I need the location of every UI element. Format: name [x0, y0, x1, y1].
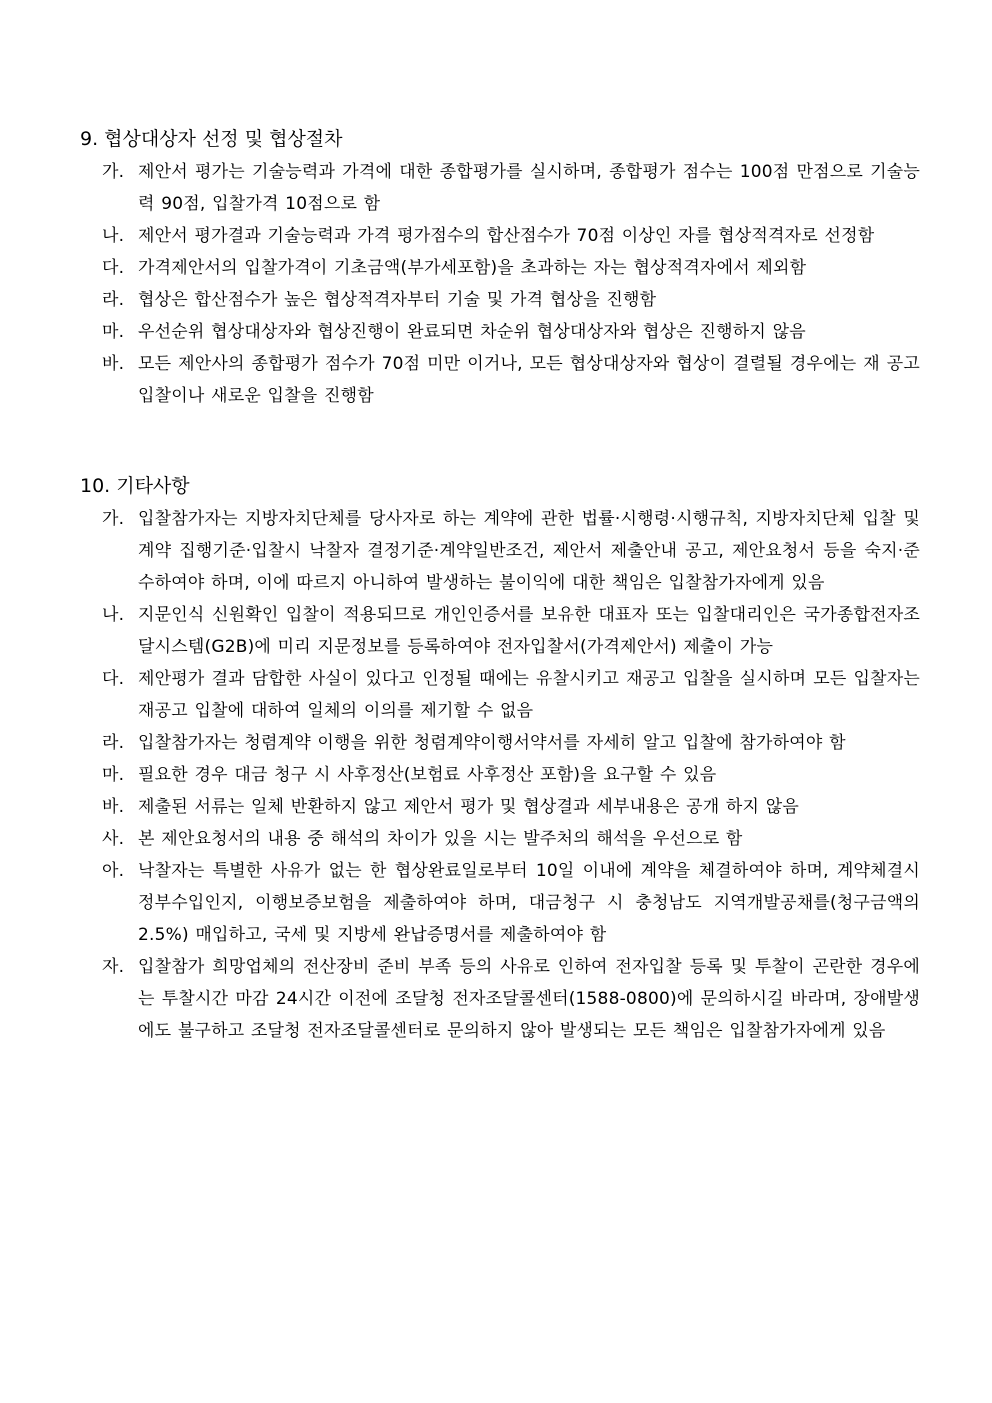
list-item — [80, 791, 920, 823]
item-marker: 바. — [102, 354, 125, 374]
item-marker: 마. — [102, 765, 125, 785]
item-text: 제출된 서류는 일체 반환하지 않고 제안서 평가 및 협상결과 세부내용은 공개 하지 않음 — [138, 797, 800, 817]
section-heading — [80, 124, 920, 154]
item-text: 제안평가 결과 담합한 사실이 있다고 인정될 때에는 유찰시키고 재공고 입찰을 실시하며 모든 입찰자는 재공고 입찰에 대하여 일체의 이의를 제기할 수 없음 — [138, 669, 920, 721]
item-text: 입찰참가자는 청렴계약 이행을 위한 청렴계약이행서약서를 자세히 알고 입찰에 참가하여야 함 — [138, 733, 846, 753]
section-title: 협상대상자 선정 및 협상절차 — [104, 128, 343, 150]
item-text: 낙찰자는 특별한 사유가 없는 한 협상완료일로부터 10일 이내에 계약을 체결하여야 하며, 계약체결시 정부수입인지, 이행보증보험을 제출하여야 하며, 대금청구 시 충청남도 지역개발공채를(청구금액의 2.5%) 매입하고, 국세 및 지방세 완납증명서를 제출하여야 함 — [138, 861, 920, 945]
item-text: 지문인식 신원확인 입찰이 적용되므로 개인인증서를 보유한 대표자 또는 입찰대리인은 국가종합전자조달시스템(G2B)에 미리 지문정보를 등록하여야 전자입찰서(가격제안서) 제출이 가능 — [138, 605, 920, 657]
item-text: 모든 제안사의 종합평가 점수가 70점 미만 이거나, 모든 협상대상자와 협상이 결렬될 경우에는 재 공고 입찰이나 새로운 입찰을 진행함 — [138, 354, 920, 406]
item-text: 협상은 합산점수가 높은 협상적격자부터 기술 및 가격 협상을 진행함 — [138, 290, 657, 310]
item-marker: 나. — [102, 605, 125, 625]
item-marker: 아. — [102, 861, 125, 881]
item-text: 본 제안요청서의 내용 중 해석의 차이가 있을 시는 발주처의 해석을 우선으로 함 — [138, 829, 743, 849]
item-marker: 자. — [102, 957, 125, 977]
list-item — [80, 252, 920, 284]
list-item — [80, 220, 920, 252]
item-marker: 다. — [102, 669, 125, 689]
section-9 — [80, 124, 920, 412]
item-marker: 가. — [102, 162, 125, 182]
list-item — [80, 599, 920, 663]
section-10 — [80, 471, 920, 1047]
item-marker: 마. — [102, 322, 125, 342]
list-item — [80, 156, 920, 220]
list-item — [80, 855, 920, 951]
list-item — [80, 503, 920, 599]
list-item — [80, 759, 920, 791]
list-item — [80, 348, 920, 412]
item-marker: 바. — [102, 797, 125, 817]
item-marker: 라. — [102, 290, 125, 310]
section-number: 9. — [80, 128, 99, 150]
section-heading — [80, 471, 920, 501]
item-text: 가격제안서의 입찰가격이 기초금액(부가세포함)을 초과하는 자는 협상적격자에서 제외함 — [138, 258, 807, 278]
list-item — [80, 316, 920, 348]
item-text: 입찰참가자는 지방자치단체를 당사자로 하는 계약에 관한 법률·시행령·시행규칙, 지방자치단체 입찰 및 계약 집행기준·입찰시 낙찰자 결정기준·계약일반조건, 제안서 제출안내 공고, 제안요청서 등을 숙지·준수하여야 하며, 이에 따르지 아니하여 발생하는 불이익에 대한 책임은 입찰참가자에게 있음 — [138, 509, 920, 593]
section-number: 10. — [80, 475, 111, 497]
item-text: 제안서 평가는 기술능력과 가격에 대한 종합평가를 실시하며, 종합평가 점수는 100점 만점으로 기술능력 90점, 입찰가격 10점으로 함 — [138, 162, 920, 214]
item-marker: 사. — [102, 829, 125, 849]
item-marker: 가. — [102, 509, 125, 529]
list-item — [80, 823, 920, 855]
item-text: 입찰참가 희망업체의 전산장비 준비 부족 등의 사유로 인하여 전자입찰 등록 및 투찰이 곤란한 경우에는 투찰시간 마감 24시간 이전에 조달청 전자조달콜센터(1588-0800)에 문의하시길 바라며, 장애발생에도 불구하고 조달청 전자조달콜센터로 문의하지 않아 발생되는 모든 책임은 입찰참가자에게 있음 — [138, 957, 920, 1041]
item-text: 제안서 평가결과 기술능력과 가격 평가점수의 합산점수가 70점 이상인 자를 협상적격자로 선정함 — [138, 226, 875, 246]
list-item — [80, 951, 920, 1047]
item-marker: 나. — [102, 226, 125, 246]
section-title: 기타사항 — [116, 475, 190, 497]
list-item — [80, 727, 920, 759]
item-marker: 라. — [102, 733, 125, 753]
item-marker: 다. — [102, 258, 125, 278]
list-item — [80, 663, 920, 727]
item-text: 필요한 경우 대금 청구 시 사후정산(보험료 사후정산 포함)을 요구할 수 있음 — [138, 765, 717, 785]
list-item — [80, 284, 920, 316]
item-text: 우선순위 협상대상자와 협상진행이 완료되면 차순위 협상대상자와 협상은 진행하지 않음 — [138, 322, 806, 342]
